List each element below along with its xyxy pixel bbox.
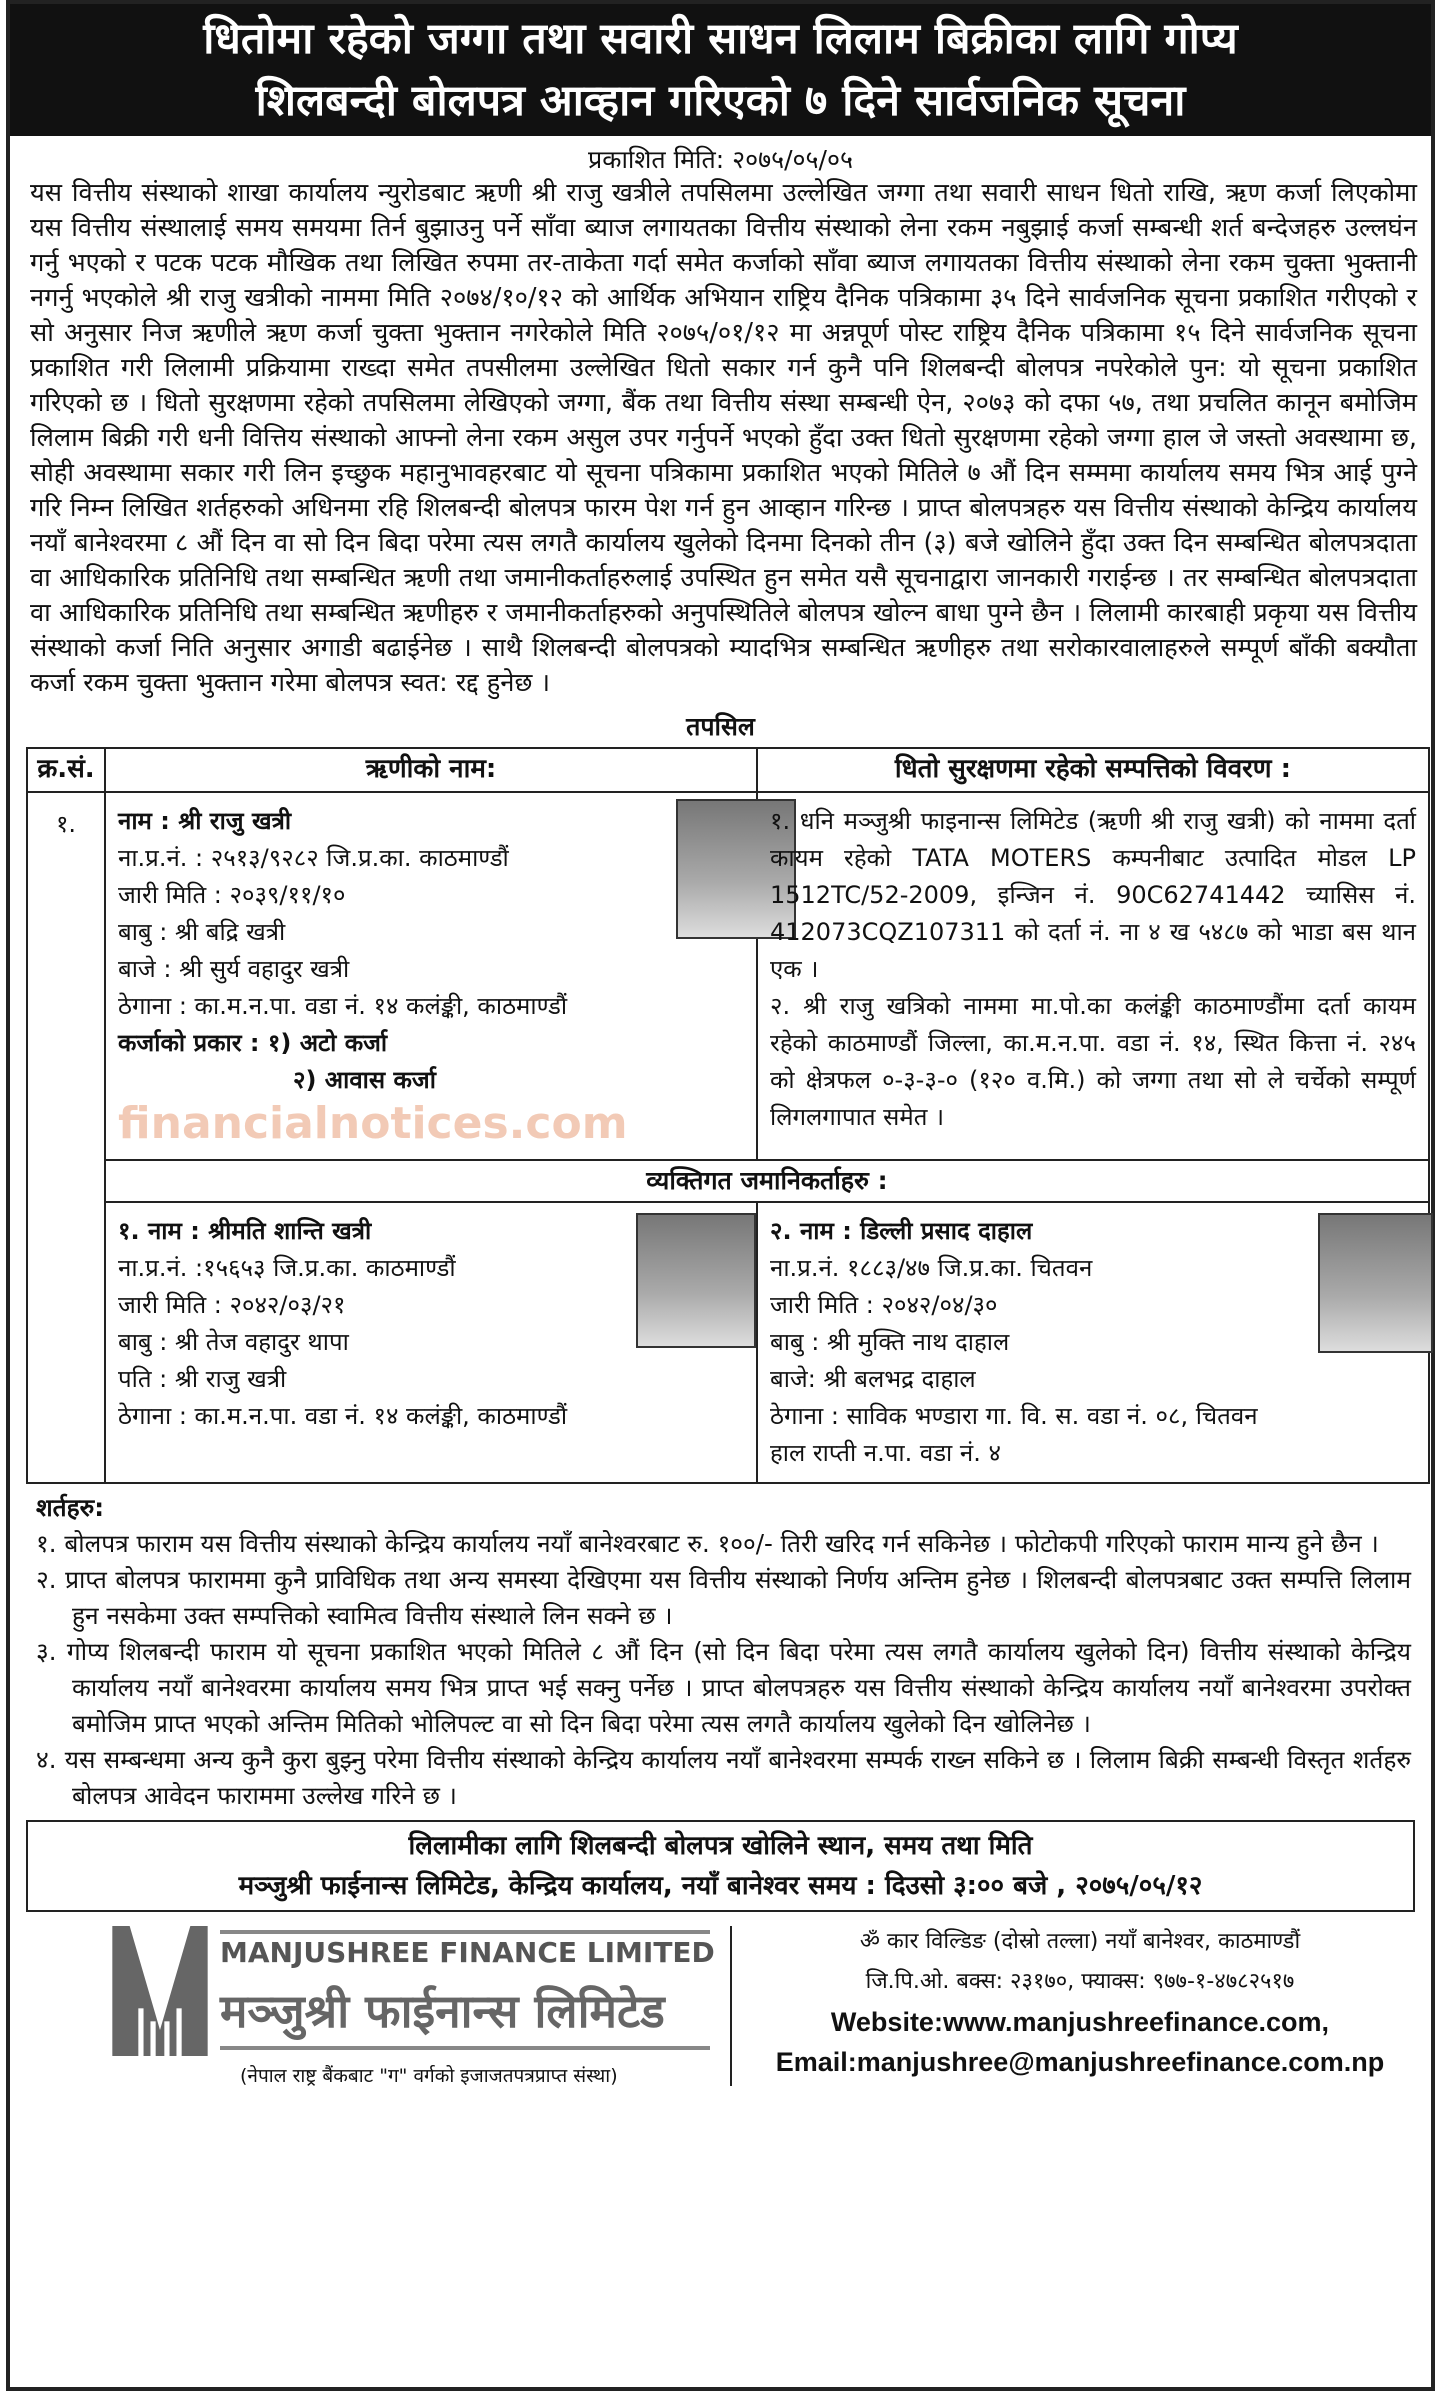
company-logo	[110, 1926, 718, 2087]
opening-details: मञ्जुश्री फाईनान्स लिमिटेड, केन्द्रिय कार्यालय, नयाँ बानेश्वर समय : दिउसो ३:०० बजे , २०७५/०५/१२	[238, 1871, 1203, 1901]
loan-type-2: २) आवास कर्जा	[293, 1066, 436, 1094]
guarantor-1	[105, 1202, 757, 1483]
title-line-1: धितोमा रहेको जग्गा तथा सवारी साधन लिलाम बिक्रीका लागि गोप्य	[203, 14, 1238, 64]
title-line-2: शिलबन्दी बोलपत्र आव्हान गरिएको ७ दिने सार्वजनिक सूचना	[255, 76, 1186, 126]
condition-item: २. प्राप्त बोलपत्र फाराममा कुनै प्राविधिक तथा अन्य समस्या देखिएमा यस वित्तीय संस्थाको निर्णय अन्तिम हुनेछ । शिलबन्दी बोलपत्रबाट उक्त सम्पत्ति लिलाम हुन नसकेमा उक्त सम्पत्तिको स्वामित्व वित्तीय संस्थाले लिन सक्ने छ ।	[36, 1565, 1411, 1630]
guarantor-name: १. नाम : श्रीमति शान्ति खत्री	[118, 1217, 372, 1245]
logo-nepali: मञ्जुश्री फाईनान्स लिमिटेड	[220, 1976, 710, 2050]
logo-english: MANJUSHREE FINANCE LIMITED	[220, 1930, 710, 1969]
conditions-title: शर्तहरु:	[36, 1493, 105, 1522]
property-item-1: १. धनि मञ्जुश्री फाइनान्स लिमिटेड (ऋणी श्री राजु खत्री) को नाममा दर्ता कायम रहेको TATA MOTERS कम्पनीबाट उत्पादित मोडल LP 1512TC/52-2009, इन्जिन नं. 90C62741442 च्यासिस नं. 412073CQZ107311 को दर्ता नं. ना ४ ख ५४८७ को भाडा बस थान एक ।	[770, 807, 1416, 983]
contact-info	[750, 1922, 1410, 2082]
guarantor-line: ना.प्र.नं. १८८३/४७ जि.प्र.का. चितवन	[770, 1254, 1093, 1282]
condition-item: १. बोलपत्र फाराम यस वित्तीय संस्थाको केन्द्रिय कार्यालय नयाँ बानेश्वरबाट रु. १००/- तिरी खरिद गर्न सकिनेछ । फोटोकपी गरिएको फाराम मान्य हुने छैन ।	[36, 1529, 1379, 1558]
col-property: धितो सुरक्षणमा रहेको सम्पत्तिको विवरण :	[757, 748, 1429, 792]
opening-info	[26, 1820, 1415, 1912]
col-sn: क्र.सं.	[27, 748, 105, 792]
logo-m-icon	[110, 1926, 210, 2056]
guarantor-heading: व्यक्तिगत जमानिकर्ताहरु :	[105, 1160, 1429, 1202]
guarantor-line: बाबु : श्री मुक्ति नाथ दाहाल	[770, 1328, 1010, 1356]
opening-title: लिलामीका लागि शिलबन्दी बोलपत्र खोलिने स्थान, समय तथा मिति	[408, 1831, 1033, 1861]
license-note: (नेपाल राष्ट्र बैंकबाट "ग" वर्गको इजाजतपत्रप्राप्त संस्था)	[240, 2065, 618, 2087]
guarantor-line: पति : श्री राजु खत्री	[118, 1365, 287, 1393]
website-link[interactable]: Website:www.manjushreefinance.com,	[830, 2007, 1330, 2037]
notice	[6, 0, 1435, 2391]
guarantor-line: ठेगाना : साविक भण्डारा गा. वि. स. वडा नं. ०८, चितवन	[770, 1402, 1258, 1430]
guarantor-line: ठेगाना : का.म.न.पा. वडा नं. १४ कलंङ्की, काठमाण्डौं	[118, 1402, 568, 1430]
borrower-details	[105, 792, 757, 1160]
borrower-name: नाम : श्री राजु खत्री	[118, 807, 292, 835]
published-date: प्रकाशित मिति: २०७५/०५/०५	[588, 145, 853, 174]
guarantor-photo	[1318, 1213, 1433, 1353]
email-link[interactable]: Email:manjushree@manjushreefinance.com.np	[775, 2047, 1385, 2077]
serial-number: १.	[27, 792, 105, 1483]
borrower-grandfather: बाजे : श्री सुर्य वहादुर खत्री	[118, 955, 350, 983]
guarantor-line: जारी मिति : २०४२/०४/३०	[770, 1291, 998, 1319]
guarantor-photo	[636, 1213, 756, 1348]
schedule-heading: तपसिल	[686, 712, 755, 741]
schedule-table	[26, 747, 1430, 1484]
loan-type: कर्जाको प्रकार : १) अटो कर्जा	[118, 1029, 388, 1057]
guarantor-line: बाजे: श्री बलभद्र दाहाल	[770, 1365, 976, 1393]
property-details	[757, 792, 1429, 1160]
guarantor-line: जारी मिति : २०४२/०३/२१	[118, 1291, 346, 1319]
col-borrower: ऋणीको नाम:	[105, 748, 757, 792]
borrower-address: ठेगाना : का.म.न.पा. वडा नं. १४ कलंङ्की, काठमाण्डौं	[118, 992, 568, 1020]
guarantor-line: ना.प्र.नं. :१५६५३ जि.प्र.का. काठमाण्डौं	[118, 1254, 456, 1282]
condition-item: ३. गोप्य शिलबन्दी फाराम यो सूचना प्रकाशित भएको मितिले ८ औं दिन (सो दिन बिदा परेमा त्यस लगतै कार्यालय खुलेको दिन) वित्तीय संस्थाको केन्द्रिय कार्यालय नयाँ बानेश्वरमा कार्यालय समय भित्र प्राप्त भई सक्नु पर्नेछ । प्राप्त बोलपत्रहरु यस वित्तीय संस्थाको केन्द्रिय कार्यालय नयाँ बानेश्वरमा उपरोक्त बमोजिम प्राप्त भएको अन्तिम मितिको भोलिपल्ट वा सो दिन बिदा परेमा त्यस लगतै कार्यालय खुलेको दिन खोलिनेछ ।	[36, 1637, 1411, 1738]
footer-divider	[730, 1926, 732, 2086]
conditions	[10, 1484, 1431, 1814]
footer	[10, 1912, 1431, 2092]
borrower-citizenship: ना.प्र.नं. : २५१३/९२८२ जि.प्र.का. काठमाण्डौं	[118, 844, 509, 872]
borrower-issue-date: जारी मिति : २०३९/११/१०	[118, 881, 346, 909]
condition-item: ४. यस सम्बन्धमा अन्य कुनै कुरा बुझ्नु परेमा वित्तीय संस्थाको केन्द्रिय कार्यालय नयाँ बानेश्वरमा सम्पर्क राख्न सकिने छ । लिलाम बिक्री सम्बन्धी विस्तृत शर्तहरु बोलपत्र आवेदन फाराममा उल्लेख गरिने छ ।	[36, 1745, 1411, 1810]
borrower-father: बाबु : श्री बद्रि खत्री	[118, 918, 286, 946]
property-item-2: २. श्री राजु खत्रिको नाममा मा.पो.का कलंङ्की काठमाण्डौंमा दर्ता कायम रहेको काठमाण्डौं जिल्ला, का.म.न.पा. वडा नं. १४, स्थित कित्ता नं. २४५ को क्षेत्रफल ०-३-३-० (१२० व.मि.) को जग्गा तथा सो ले चर्चेको सम्पूर्ण लिगलगापात समेत ।	[770, 992, 1416, 1131]
address: ॐ कार विल्डिङ (दोस्रो तल्ला) नयाँ बानेश्वर, काठमाण्डौं	[859, 1929, 1301, 1954]
po-box-fax: जि.पि.ओ. बक्स: २३१७०, फ्याक्स: ९७७-१-४७८२५१७	[865, 1969, 1295, 1994]
guarantor-line: बाबु : श्री तेज वहादुर थापा	[118, 1328, 349, 1356]
notice-body: यस वित्तीय संस्थाको शाखा कार्यालय न्युरोडबाट ऋणी श्री राजु खत्रीले तपसिलमा उल्लेखित जग्गा तथा सवारी साधन धितो राखि, ऋण कर्जा लिएकोमा यस वित्तीय संस्थालाई समय समयमा तिर्न बुझाउनु पर्ने साँवा ब्याज लगायतका वित्तीय संस्थाको लेना रकम नबुझाई कर्जा सम्बन्धी शर्त बन्देजहरु उल्लघंन गर्नु भएको र पटक पटक मौखिक तथा लिखित रुपमा तर-ताकेता गर्दा समेत कर्जाको साँवा ब्याज लगायतका वित्तीय संस्थाको लेना रकम चुक्ता भुक्तानी नगर्नु भएकोले श्री राजु खत्रीको नाममा मिति २०७४/१०/१२ को आर्थिक अभियान राष्ट्रिय दैनिक पत्रिकामा ३५ दिने सार्वजनिक सूचना प्रकाशित गरीएको र सो अनुसार निज ऋणीले ऋण कर्जा चुक्ता भुक्तान नगरेकोले मिति २०७५/०१/१२ मा अन्नपूर्ण पोस्ट राष्ट्रिय दैनिक पत्रिकामा १५ दिने सार्वजनिक सूचना प्रकाशित गरी लिलामी प्रक्रियामा राख्दा समेत तपसीलमा उल्लेखित धितो सकार गर्न कुनै पनि शिलबन्दी बोलपत्र नपरेकोले पुन: यो सूचना प्रकाशित गरिएको छ । धितो सुरक्षणमा रहेको तपसिलमा लेखिएको जग्गा, बैंक तथा वित्तीय संस्था सम्बन्धी ऐन, २०७३ को दफा ५७, तथा प्रचलित कानून बमोजिम लिलाम बिक्री गरी धनी वित्तिय संस्थाको आफ्नो लेना रकम असुल उपर गर्नुपर्ने भएको हुँदा उक्त धितो सुरक्षणमा रहेको जग्गा हाल जे जस्तो अवस्थामा छ, सोही अवस्थामा सकार गरी लिन इच्छुक महानुभावहरबाट यो सूचना पत्रिकामा प्रकाशित भएको मितिले ७ औं दिन सम्ममा कार्यालय समय भित्र आई पुग्ने गरि निम्न लिखित शर्तहरुको अधिनमा रहि शिलबन्दी बोलपत्र फारम पेश गर्न हुन आव्हान गरिन्छ । प्राप्त बोलपत्रहरु यस वित्तीय संस्थाको केन्द्रिय कार्यालय नयाँ बानेश्वरमा ८ औं दिन वा सो दिन बिदा परेमा त्यस लगतै कार्यालय खुलेको दिनमा दिनको तीन (३) बजे खोलिने हुँदा उक्त दिन सम्बन्धित बोलपत्रदाता वा आधिकारिक प्रतिनिधि तथा सम्बन्धित ऋणी तथा जमानीकर्ताहरुलाई उपस्थित हुन समेत यसै सूचनाद्वारा जानकारी गराईन्छ । तर सम्बन्धित बोलपत्रदाता वा आधिकारिक प्रतिनिधि तथा सम्बन्धित ऋणीहरु र जमानीकर्ताहरुको अनुपस्थितिले बोलपत्र खोल्न बाधा पुग्ने छैन । लिलामी कारबाही प्रकृया यस वित्तीय संस्थाको कर्जा निति अनुसार अगाडी बढाईनेछ । साथै शिलबन्दी बोलपत्रको म्यादभित्र सम्बन्धित ऋणीहरु तथा सरोकारवालाहरुले सम्पूर्ण बाँकी बक्यौता कर्जा रकम चुक्ता भुक्तान गरेमा बोलपत्र स्वत: रद्द हुनेछ ।	[30, 178, 1417, 698]
watermark: financialnotices.com	[118, 1098, 628, 1149]
guarantor-name: २. नाम : डिल्ली प्रसाद दाहाल	[770, 1217, 1033, 1245]
guarantor-line: हाल राप्ती न.पा. वडा नं. ४	[770, 1439, 1001, 1467]
notice-title	[10, 4, 1431, 136]
guarantor-2	[757, 1202, 1429, 1483]
